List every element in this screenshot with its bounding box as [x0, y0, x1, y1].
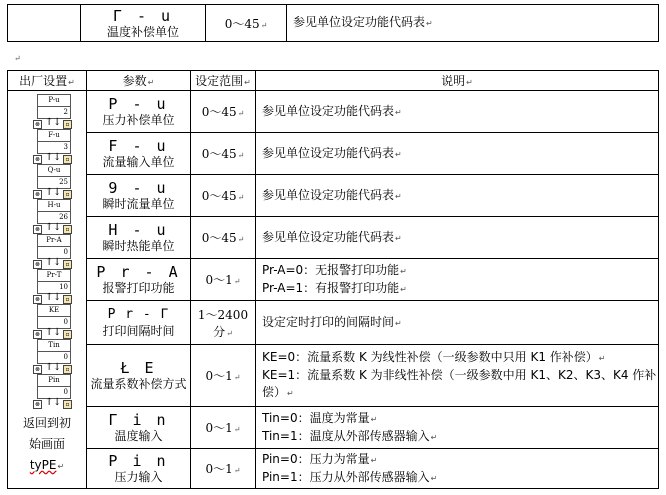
- panel-line1: Pr-A: [37, 234, 71, 247]
- range-text: 0～45: [201, 231, 237, 245]
- arrow-up-icon: ↑: [45, 257, 54, 268]
- desc-line1: KE=0：流量系数 K 为线性补偿（一级参数中只用 K1 作补偿）: [262, 350, 598, 364]
- panel-tin: [33, 339, 71, 374]
- param-display: P - u: [108, 95, 169, 113]
- range-text: 0～45: [201, 105, 237, 119]
- panel-line1: Q-u: [37, 164, 71, 177]
- return-line2: 始画面: [28, 437, 65, 451]
- param-label: 瞬时流量单位: [102, 197, 175, 211]
- range-cell: 0～45↵: [191, 133, 256, 175]
- panel-f-u: [33, 129, 71, 164]
- enter-button-icon: ▫: [63, 155, 72, 164]
- desc-line1-wrap: Tin=0：温度为常量↵: [262, 410, 378, 425]
- panel-buttons: [33, 152, 73, 164]
- arrow-down-icon: ↓: [53, 292, 62, 303]
- enter-button-icon: ▫: [63, 225, 72, 234]
- arrow-up-icon: ↑: [45, 292, 54, 303]
- range-text: 0～1: [205, 421, 233, 435]
- panel-line1: P-u: [37, 94, 71, 107]
- desc-line1-wrap: Pr-A=0：无报警打印功能↵: [262, 262, 407, 277]
- enter-button-icon: ▫: [63, 190, 72, 199]
- desc-cell: 参见单位设定功能代码表↵: [256, 175, 659, 217]
- set-button-icon: ⊗: [34, 331, 41, 338]
- arrow-down-icon: ↓: [53, 152, 62, 163]
- desc-line2-wrap: Pr-A=1：有报警打印功能↵: [262, 280, 407, 295]
- set-button-icon: ⊗: [34, 226, 41, 233]
- panel-line1: Pr-T: [37, 269, 71, 282]
- top-param-cell: [81, 5, 206, 42]
- set-button-icon: ⊗: [34, 401, 41, 408]
- desc-line1: 设定定时打印的间隔时间: [262, 314, 395, 329]
- main-table: [7, 70, 659, 489]
- panel-line2: 26: [37, 211, 71, 224]
- panel-line1: KE: [37, 304, 71, 317]
- param-display: P r - Γ: [107, 307, 170, 322]
- set-button-icon: ⊗: [34, 156, 41, 163]
- panel-line2: 0: [37, 386, 71, 399]
- desc-line1: Pin=0：压力为常量: [262, 451, 370, 466]
- panel-buttons: [33, 327, 73, 339]
- desc-cell: 参见单位设定功能代码表↵: [256, 217, 659, 259]
- param-display: F - u: [108, 137, 169, 155]
- panel-line1: Tin: [37, 339, 71, 352]
- panel-line2: 10: [37, 281, 71, 294]
- desc-line2: Tin=1：温度从外部传感器输入: [262, 428, 430, 443]
- top-table: [7, 4, 659, 42]
- param-display: H - u: [108, 221, 169, 239]
- factory-column: [8, 91, 87, 489]
- range-text: 0～1: [205, 462, 233, 476]
- panel-ke: [33, 304, 71, 339]
- panel-pr-t: [33, 269, 71, 304]
- desc-line2: KE=1：流量系数 K 为非线性补偿（一级参数中用 K1、K2、K3、K4 作补偿）: [262, 368, 657, 399]
- set-button-icon: ⊗: [34, 366, 41, 373]
- arrow-up-icon: ↑: [45, 187, 54, 198]
- return-line3: tyPE: [29, 458, 57, 472]
- param-label: 流量系数补偿方式: [90, 377, 187, 391]
- desc-line2-wrap: KE=1：流量系数 K 为非线性补偿（一级参数中用 K1、K2、K3、K4 作补偿）↵: [262, 368, 657, 399]
- range-cell: 0～1↵: [191, 449, 256, 489]
- range-text: 1～2400 分: [197, 307, 249, 339]
- range-cell: 0～1↵: [191, 345, 256, 407]
- set-button-icon: ⊗: [34, 296, 41, 303]
- top-desc: 参见单位设定功能代码表↵: [287, 5, 659, 42]
- panel-line2: 0: [37, 246, 71, 259]
- range-text: 0～45: [201, 189, 237, 203]
- return-line3-wrap: tyPE↵: [29, 458, 65, 472]
- panel-buttons: [33, 187, 73, 199]
- param-cell: [87, 301, 191, 345]
- desc-line1: 参见单位设定功能代码表: [262, 103, 395, 118]
- range-text: 0～1: [205, 369, 233, 383]
- desc-line1: Pr-A=0：无报警打印功能: [262, 262, 400, 277]
- top-range: 0～45↵: [206, 5, 287, 42]
- desc-cell: [256, 449, 659, 489]
- set-button-icon: ⊗: [34, 121, 41, 128]
- arrow-up-icon: ↑: [45, 362, 54, 373]
- desc-cell: 参见单位设定功能代码表↵: [256, 91, 659, 133]
- desc-line1-wrap: KE=0：流量系数 K 为线性补偿（一级参数中只用 K1 作补偿）↵: [262, 350, 606, 364]
- desc-line2: Pr-A=1：有报警打印功能: [262, 280, 400, 295]
- desc-cell: [256, 345, 659, 407]
- panel-h-u: [33, 199, 71, 234]
- header-factory-text: 出厂设置: [19, 74, 68, 88]
- range-text: 0～1: [205, 273, 233, 287]
- param-cell: [87, 345, 191, 407]
- header-param-text: 参数: [122, 74, 147, 88]
- panel-p-u: [33, 94, 71, 129]
- arrow-up-icon: ↑: [45, 222, 54, 233]
- set-button-icon: ⊗: [34, 261, 41, 268]
- arrow-down-icon: ↓: [53, 117, 62, 128]
- arrow-down-icon: ↓: [53, 222, 62, 233]
- param-label: 报警打印功能: [102, 281, 175, 295]
- panel-buttons: [33, 292, 73, 304]
- param-label: 压力补偿单位: [102, 113, 175, 127]
- header-factory: 出厂设置↵: [8, 71, 87, 91]
- param-label: 压力输入: [114, 470, 163, 484]
- param-display: Γ i n: [108, 411, 169, 429]
- panel-pin: [33, 374, 71, 409]
- arrow-up-icon: ↑: [45, 397, 54, 408]
- range-cell: 0～45↵: [191, 217, 256, 259]
- panel-list: [8, 91, 86, 409]
- param-label: 流量输入单位: [102, 155, 175, 169]
- param-display: 9 - u: [108, 179, 169, 197]
- enter-button-icon: ▫: [63, 295, 72, 304]
- param-label: 瞬时热能单位: [102, 239, 175, 253]
- top-empty-cell: [8, 5, 81, 42]
- enter-button-icon: ▫: [63, 260, 72, 269]
- param-cell: [87, 449, 191, 489]
- arrow-down-icon: ↓: [53, 187, 62, 198]
- panel-line2: 0: [37, 316, 71, 329]
- panel-buttons: [33, 257, 73, 269]
- paragraph-mark: ↵: [14, 54, 21, 63]
- param-label: 打印间隔时间: [102, 324, 175, 338]
- panel-line2: 3: [37, 141, 71, 154]
- panel-line1: Pin: [37, 374, 71, 387]
- range-cell: 0～1↵: [191, 259, 256, 301]
- top-desc-text: 参见单位设定功能代码表: [293, 15, 426, 29]
- desc-line2: Pin=1：压力从外部传感器输入: [262, 469, 430, 484]
- header-desc: 说明↵: [256, 71, 659, 91]
- arrow-up-icon: ↑: [45, 327, 54, 338]
- range-text: 0～45: [201, 147, 237, 161]
- range-cell: 0～45↵: [191, 175, 256, 217]
- desc-line1: Tin=0：温度为常量: [262, 410, 370, 425]
- panel-buttons: [33, 117, 73, 129]
- desc-line2-wrap: Tin=1：温度从外部传感器输入↵: [262, 428, 438, 443]
- panel-line1: F-u: [37, 129, 71, 142]
- range-cell: 0～45↵: [191, 91, 256, 133]
- panel-line2: 2: [37, 106, 71, 119]
- param-cell: [87, 407, 191, 449]
- param-cell: [87, 133, 191, 175]
- range-cell: 1～2400 分↵: [191, 301, 256, 345]
- enter-button-icon: ▫: [63, 330, 72, 339]
- desc-line1: 参见单位设定功能代码表: [262, 145, 395, 160]
- top-display: Γ - u: [112, 6, 174, 25]
- desc-cell: 参见单位设定功能代码表↵: [256, 133, 659, 175]
- enter-button-icon: ▫: [63, 120, 72, 129]
- top-label: 温度补偿单位: [106, 24, 179, 39]
- param-display: Ł E: [120, 359, 157, 377]
- return-line1: 返回到初: [22, 416, 71, 430]
- desc-cell: 设定定时打印的间隔时间↵: [256, 301, 659, 345]
- panel-pr-a: [33, 234, 71, 269]
- header-desc-text: 说明: [441, 74, 466, 88]
- arrow-down-icon: ↓: [53, 327, 62, 338]
- top-range-text: 0～45: [224, 16, 260, 31]
- set-button-icon: ⊗: [34, 191, 41, 198]
- arrow-down-icon: ↓: [53, 362, 62, 373]
- panel-buttons: [33, 222, 73, 234]
- range-cell: 0～1↵: [191, 407, 256, 449]
- enter-button-icon: ▫: [63, 365, 72, 374]
- arrow-down-icon: ↓: [53, 397, 62, 408]
- param-label: 温度输入: [114, 429, 163, 443]
- panel-line1: H-u: [37, 199, 71, 212]
- param-cell: [87, 217, 191, 259]
- panel-line2: 0: [37, 351, 71, 364]
- param-display: P r - A: [96, 263, 181, 281]
- panel-buttons: [33, 362, 73, 374]
- header-range-text: 设定范围: [195, 74, 244, 88]
- header-range: 设定范围↵: [191, 71, 256, 91]
- panel-buttons: [33, 397, 73, 409]
- param-cell: [87, 259, 191, 301]
- desc-cell: [256, 259, 659, 301]
- panel-q-u: [33, 164, 71, 199]
- desc-line1: 参见单位设定功能代码表: [262, 229, 395, 244]
- return-to-start: [8, 409, 86, 477]
- desc-cell: [256, 407, 659, 449]
- desc-line2-wrap: Pin=1：压力从外部传感器输入↵: [262, 469, 438, 484]
- arrow-up-icon: ↑: [45, 152, 54, 163]
- desc-line1-wrap: Pin=0：压力为常量↵: [262, 451, 378, 466]
- desc-line1: 参见单位设定功能代码表: [262, 187, 395, 202]
- arrow-up-icon: ↑: [45, 117, 54, 128]
- param-cell: [87, 175, 191, 217]
- param-cell: [87, 91, 191, 133]
- param-display: P i n: [108, 452, 169, 470]
- panel-line2: 25: [37, 176, 71, 189]
- arrow-down-icon: ↓: [53, 257, 62, 268]
- header-param: 参数↵: [87, 71, 191, 91]
- enter-button-icon: ▫: [63, 400, 72, 409]
